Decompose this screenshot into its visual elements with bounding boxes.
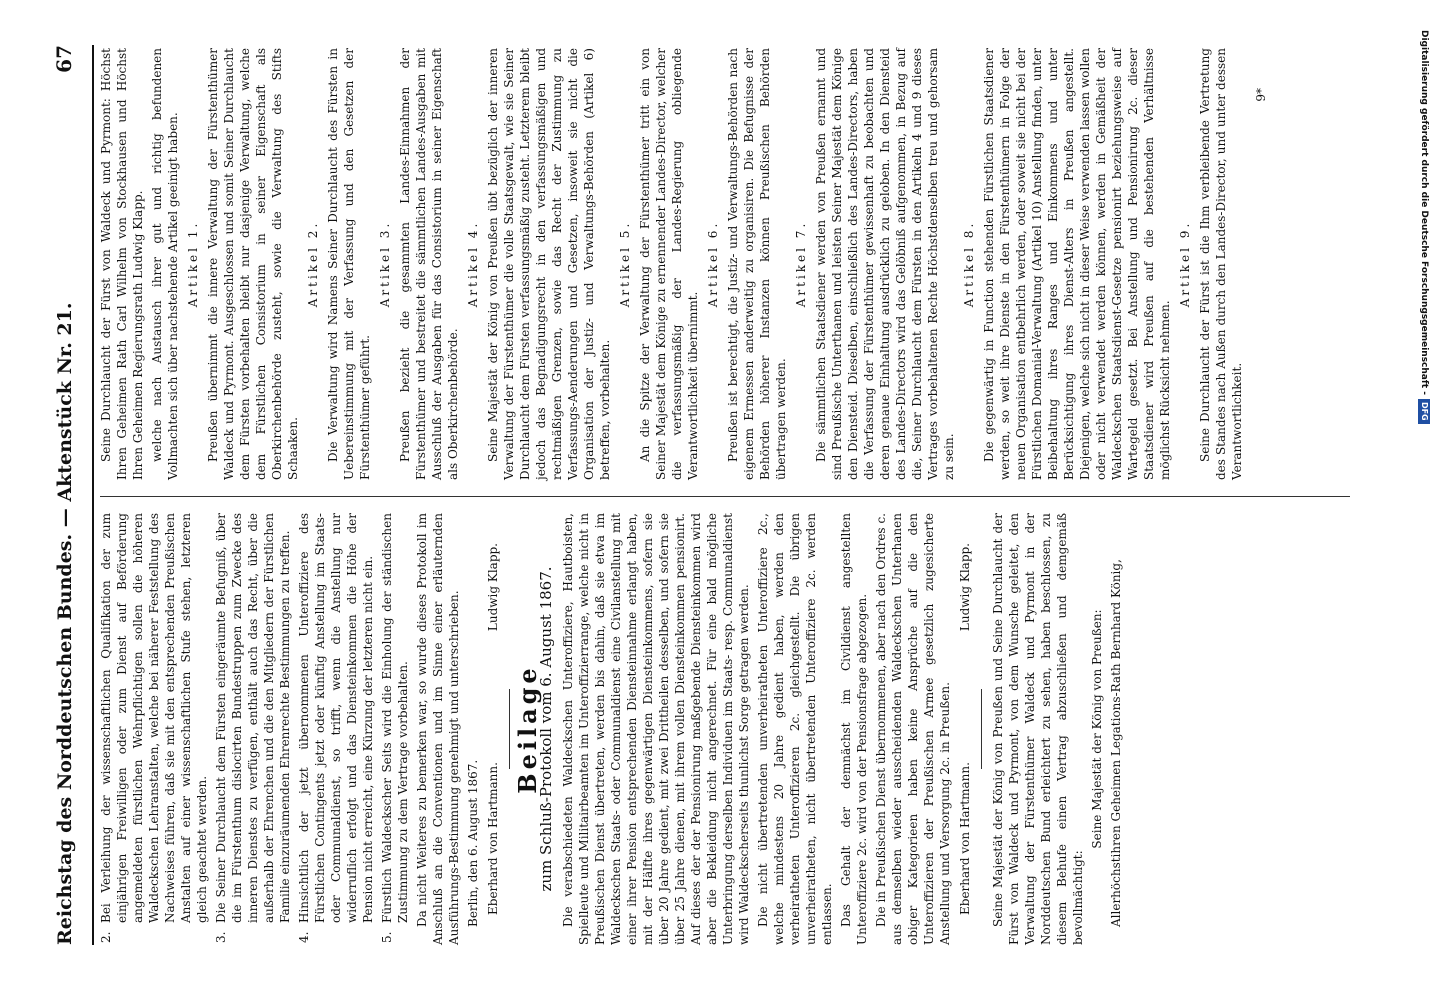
digitization-credit-text-wrap — [1418, 30, 1430, 970]
place-date: Berlin, den 6. August 1867. — [466, 759, 480, 927]
header-rule — [92, 45, 94, 945]
signatory: Eberhard von Hartmann. — [486, 762, 500, 915]
signature-mark: 9* — [1254, 88, 1268, 102]
closing-paragraph: Da nicht Weiteres zu bemerken war, so wurde dieses Protokoll im Anschluß an die Conventionen und im Sinne einer erläuternden Ausführungs-Bestimmung genehmigt und unterschrieben. — [415, 513, 461, 945]
protocol-item — [296, 513, 376, 945]
item-text: Hinsichtlich der jetzt übernommenen Unteroffiziere des Fürstlichen Contingents jetzt oder künftig Anstellung im Staats- oder Communaldienst, so trifft, wenn die Anstellung nur widerruflich erfolgt und das Diensteinkommen die Höhe der Pension nicht erreicht, eine Kürzung der letzteren nicht ein. — [297, 513, 375, 923]
header-title: Reichstag des Norddeutschen Bundes. — Aktenstück Nr. 21. — [54, 302, 76, 945]
article-text: Die gegenwärtig in Function stehenden Fürstlichen Staatsdiener werden, so weit ihre Dienste in den Fürstenthümern in Folge der neuen Organisation entbehrlich werden, oder soweit sie nicht bei der Fürstlichen Domanial-Verwaltung (Artikel 10) Anstellung finden, unter Beibehaltung ihres Ranges und Einkommens und unter Berücksichtigung ihres Dienst-Alters in Preußen angestellt. Diejenigen, welche sich nicht in dieser Weise verwenden lassen wollen oder nicht verwendet werden können, werden in Gemäßheit der Waldeckschen Staatsdienst-Gesetze pensionirt beziehungsweise auf Wartegeld gesetzt. Bei Anstellung und Pensionirung 2c. dieser Staatsdiener wird Preußen auf die bestehenden Verhältnisse möglichst Rücksicht nehmen. — [982, 48, 1172, 480]
protocol-item — [379, 513, 411, 945]
digitization-credit-text: Digitalisierung gefördert durch die Deutsche Forschungsgemeinschaft - — [1419, 30, 1429, 395]
article-heading: Artikel 1. — [186, 220, 200, 308]
protocol-item — [213, 513, 293, 945]
dfg-logo: DFG — [1418, 399, 1430, 424]
item-number: 5. — [380, 931, 394, 943]
article-heading: Artikel 8. — [962, 220, 976, 308]
beilage-paragraph: Das Gehalt der demnächst im Civildienst angestellten Unteroffiziere 2c. wird von der Pensionsfrage abgezogen. — [839, 513, 869, 945]
article-text: Seine Majestät der König von Preußen übt bezüglich der inneren Verwaltung der Fürstenthümer die volle Staatsgewalt, wie sie Seiner Durchlaucht dem Fürsten verfassungsmäßig zusteht. Letzterem bleibt jedoch das Begnadigungsrecht in den verfassungsmäßigen und rechtmäßigen Grenzen, sowie das Recht der Zustimmung zu Verfassungs-Aenderungen und Gesetzen, insoweit sie nicht die Organisation der Justiz- und Verwaltungs-Behörden (Artikel 6) betreffen, vorbehalten. — [486, 48, 612, 480]
beilage-paragraph: Die nicht übertretenden unverheiratheten Unteroffiziere 2c., welche mindestens 20 Jahre gedient haben, werden den verheiratheten Unteroffizieren 2c. gleichgestellt. Die übrigen unverheiratheten, nicht übertretenden Unteroffiziere 2c. werden entlassen. — [756, 513, 834, 945]
article-text: Preußen bezieht die gesammten Landes-Einnahmen der Fürstenthümer und bestreitet die sämmtlichen Landes-Ausgaben mit Ausschluß der Ausgaben für das Consistorium in seiner Eigenschaft als Oberkirchenbehörde. — [398, 48, 460, 480]
signatory: Ludwig Klapp. — [958, 543, 972, 632]
article-heading: Artikel 9. — [1178, 220, 1192, 308]
item-text: Die Seiner Durchlaucht dem Fürsten eingeräumte Befugniß, über die im Fürstenthum dislocirten Bundestruppen zum Zwecke des inneren Dienstes zu verfügen, enthält auch das Recht, über die außerhalb der Ehrenchen und die den Mitgliedern der Fürstlichen Familie einzuräumenden Ehrenrechte Bestimmungen zu treffen. — [214, 513, 292, 923]
article-heading: Artikel 4. — [466, 220, 480, 308]
item-text: Bei Verleihung der wissenschaftlichen Qualifikation der zum einjährigen Freiwilligen oder zum Dienst auf Beförderung angemeldeten fürstlichen Wehrpflichtigen sollen die höheren Waldeckschen Lehranstalten, welche bei näherer Feststellung des Nachweises führen, daß sie mit den entsprechenden Preußischen Anstalten auf einer wissenschaftlichen Stufe stehen, letzteren gleich geachtet werden. — [99, 513, 209, 923]
article-text: Die sämmtlichen Staatsdiener werden von Preußen ernannt und sind Preußische Unterthanen und leisten Seiner Majestät dem Könige den Diensteid. Dieselben, einschließlich des Landes-Directors, haben die Verfassung der Fürstenthümer gewissenhaft zu beobachten und deren genaue Einhaltung ausdrücklich zu geloben. In den Diensteid des Landes-Directors wird das Gelöbniß aufgenommen, in Bezug auf die, Seiner Durchlaucht dem Fürsten in den Artikeln 4 und 9 dieses Vertrages vorbehaltenen Rechte Höchstdenselben treu und gehorsam zu sein. — [814, 48, 956, 480]
treaty-preamble: Seine Majestät der König von Preußen und Seine Durchlaucht der Fürst von Waldeck und Pyrmont, von dem Wunsche geleitet, den Verwaltung der Fürstenthümer Waldeck und Pyrmont in der Norddeutschen Bund erleichtert zu sehen, haben beschlossen, zu diesem Behufe einen Vertrag abzuschließen und demgemäß bevollmächtigt: — [991, 513, 1085, 945]
article-text: Die Verwaltung wird Namens Seiner Durchlaucht des Fürsten in Uebereinstimmung mit der Verfassung und den Gesetzen der Fürstenthümer geführt. — [326, 48, 372, 480]
protocol-item — [98, 513, 210, 945]
plenipotentiary-heading: Seine Majestät der König von Preußen: — [1090, 609, 1104, 849]
article-heading: Artikel 7. — [794, 220, 808, 308]
article-text: An die Spitze der Verwaltung der Fürstenthümer tritt ein von Seiner Majestät dem Könige zu ernennender Landes-Director, welcher die verfassungsmäßig der Landes-Regierung obliegende Verantwortlichkeit übernimmt. — [638, 48, 700, 480]
plenipotentiary-name: Allerhöchstihren Geheimen Legations-Rath Bernhard König, — [1109, 559, 1123, 927]
article-heading: Artikel 3. — [378, 220, 392, 308]
digitization-credit — [1418, 30, 1430, 970]
page-header — [52, 45, 88, 945]
beilage-signature-line — [957, 513, 973, 945]
column-divider — [100, 496, 1350, 497]
item-text: Fürstlich Waldeckscher Seits wird die Einholung der ständischen Zustimmung zu dem Vertrage vorbehalten. — [380, 513, 410, 923]
article-text: Seine Durchlaucht der Fürst ist die Ihm verbleibende Vertretung des Standes nach Außen durch den Landes-Director, und unter dessen Verantwortlichkeit. — [1198, 48, 1244, 480]
intro-paragraph: Seine Durchlaucht der Fürst von Waldeck und Pyrmont: Höchst Ihren Geheimen Rath Carl Wilhelm von Stockhausen und Höchst Ihren Geheimen Regierungsrath Ludwig Klapp. — [99, 48, 145, 480]
item-number: 4. — [297, 931, 311, 943]
article-text: Preußen ist berechtigt, die Justiz- und Verwaltungs-Behörden nach eigenem Ermessen anderweitig zu organisiren. Die Befugnisse der Behörden höherer Instanzen können Preußischen Behörden übertragen werden. — [726, 48, 788, 480]
article-heading: Artikel 6. — [706, 220, 720, 308]
article-heading: Artikel 2. — [306, 220, 320, 308]
signature-line — [485, 513, 501, 945]
signatory: Eberhard von Hartmann. — [958, 762, 972, 915]
right-column — [98, 48, 1269, 480]
article-heading: Artikel 5. — [618, 220, 632, 308]
page-number: 67 — [52, 45, 76, 73]
item-number: 3. — [214, 931, 228, 943]
beilage-title: Beilage — [513, 664, 542, 794]
signatory: Ludwig Klapp. — [486, 543, 500, 632]
intro-paragraph: welche nach Austausch ihrer gut und richtig befundenen Vollmachten sich über nachstehende Artikel geeinigt haben. — [150, 48, 180, 480]
beilage-subtitle: zum Schluß-Protokoll vom 6. August 1867. — [537, 566, 555, 892]
separator-rule — [509, 689, 510, 769]
left-column — [98, 513, 1127, 945]
item-number: 2. — [99, 931, 113, 943]
beilage-paragraph: Die in Preußischen Dienst übernommenen, aber nach den Ordres c. aus demselben wieder ausscheidenden Waldeckschen Unterhanen obiger Kategorieen haben keine Ansprüche auf die den Unteroffizieren der Preußischen Armee gesetzlich zugesicherte Anstellung und Versorgung 2c. in Preußen. — [874, 513, 952, 945]
article-text: Preußen übernimmt die innere Verwaltung der Fürstenthümer Waldeck und Pyrmont. Ausgeschlossen und somit Seiner Durchlaucht dem Fürsten vorbehalten bleibt nur dasjenige Verwaltung, welche dem Fürstlichen Consistorium in seiner Eigenschaft als Oberkirchenbehörde zusteht, sowie die Verwaltung des Stifts Schaaken. — [206, 48, 300, 480]
beilage-paragraph: Die verabschiedeten Waldeckschen Unteroffiziere, Hautboisten, Spielleute und Militairbeamten im Unteroffizierrange, welche nicht in Preußischen Dienst übertreten, werden bis dahin, daß sie etwa im Waldeckschen Staats- oder Communaldienst eine Civilanstellung mit einer ihrer Pension entsprechenden Diensteinnahme erlangt haben, mit der Hälfte ihres gegenwärtigen Diensteinkommens, sofern sie über 20 Jahre gedient, mit zwei Drittheilen desselben, und sofern sie über 25 Jahre dienen, mit ihrem vollen Diensteinkommen pensionirt. Auf dieses der der Pensionirung maßgebende Diensteinkommen wird aber die Bekleidung nicht angerechnet. Für eine bald mögliche Unterbringung derselben Individuen im Staats- resp. Communaldienst wird Waldeckscherseits thunlichst Sorge getragen werden. — [561, 513, 751, 945]
separator-rule — [981, 689, 982, 769]
